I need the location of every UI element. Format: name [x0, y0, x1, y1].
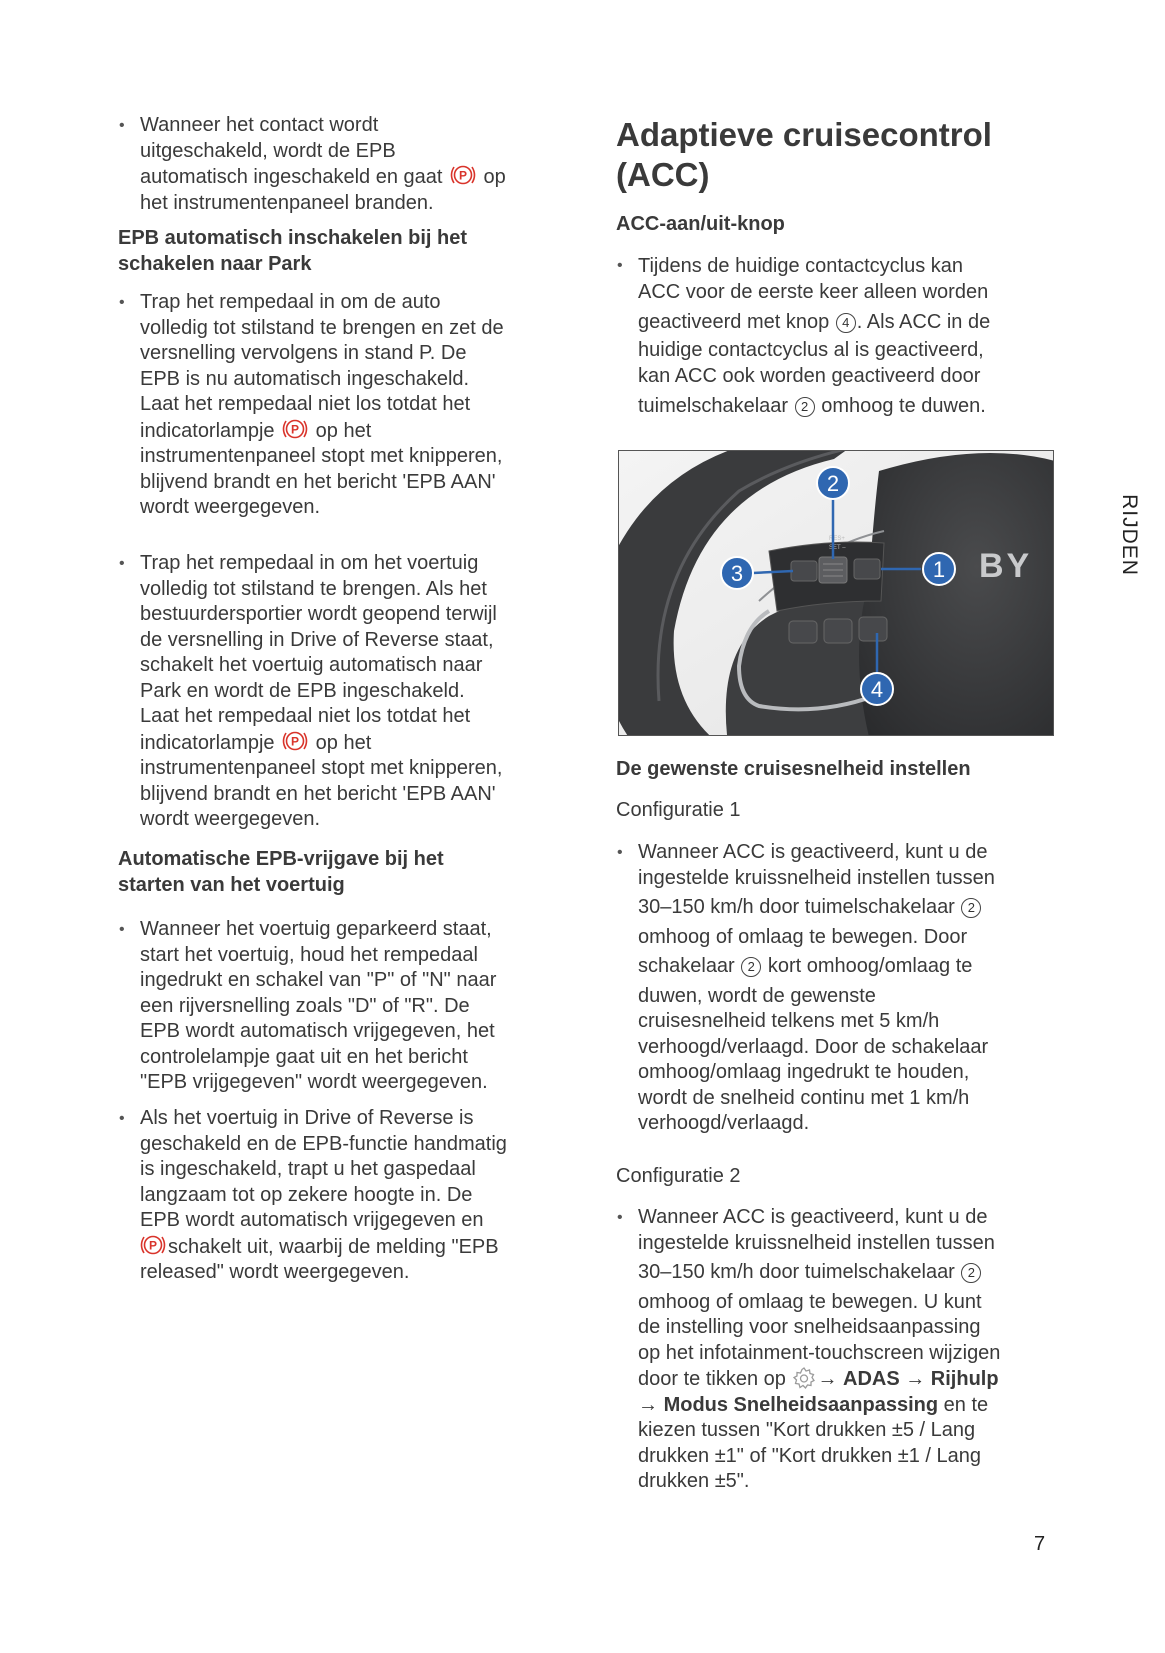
text-span: . Als ACC in de	[856, 311, 991, 333]
arrow-glyph: →	[905, 1368, 926, 1390]
text-line: geschakeld en de EPB-functie handmatig	[140, 1132, 507, 1155]
svg-text:P: P	[458, 168, 467, 183]
section-heading-release	[118, 847, 444, 898]
text-line: langzaam tot op zekere hoogte in. De	[140, 1183, 473, 1206]
text-line	[638, 1393, 1000, 1419]
acc-button-heading: ACC-aan/uit-knop	[616, 213, 785, 235]
section-heading-park	[118, 226, 467, 277]
text-line: omhoog of omlaag te bewegen. Door	[638, 925, 968, 948]
text-line: drukken ±1" of "Kort drukken ±1 / Lang	[638, 1444, 982, 1467]
text-line	[140, 164, 506, 191]
svg-text:P: P	[148, 1238, 158, 1252]
callout-1-label: 1	[932, 557, 946, 582]
text-line: EPB is nu automatisch ingeschakeld.	[140, 367, 470, 390]
text-line: EPB wordt automatisch vrijgegeven en	[140, 1209, 484, 1231]
svg-text:P: P	[291, 422, 300, 436]
text-line	[638, 393, 990, 419]
text-line	[140, 418, 504, 445]
park-bullet-1	[118, 290, 504, 521]
page-title	[616, 115, 992, 195]
config2-bullet	[616, 1205, 1000, 1495]
text-line	[638, 895, 995, 921]
text-line: released" wordt weergegeven.	[140, 1261, 410, 1283]
epb-parking-icon	[280, 730, 310, 752]
callout-3	[721, 557, 753, 589]
steering-wheel-figure	[618, 450, 1054, 736]
text-line: ingestelde kruissnelheid instellen tussen	[638, 866, 995, 889]
text-line: instrumentenpaneel stopt met knipperen,	[140, 757, 503, 779]
text-line: Park en wordt de EPB ingeschakeld.	[140, 679, 465, 702]
text-span: door te tikken op	[638, 1368, 786, 1390]
callout-2	[817, 467, 849, 499]
menu-path-modus: Modus Snelheidsaanpassing	[663, 1393, 939, 1416]
text-span: op het	[315, 731, 372, 754]
text-line: verhoogd/verlaagd.	[638, 1112, 810, 1134]
text-line: schakelt het voertuig automatisch naar	[140, 654, 483, 676]
text-line: duwen, wordt de gewenste	[638, 984, 876, 1007]
config2-label: Configuratie 2	[616, 1165, 741, 1187]
text-line: bestuurdersportier wordt geopend terwijl	[140, 603, 497, 625]
text-span: omhoog te duwen.	[821, 395, 986, 417]
text-line: ingedrukt en schakel van "P" of "N" naar	[140, 969, 497, 991]
brand-badge: BY	[979, 547, 1033, 585]
heading-line: starten van het voertuig	[118, 873, 345, 896]
release-bullet-2	[118, 1106, 507, 1286]
text-line: cruisesnelheid telkens met 5 km/h	[638, 1010, 940, 1032]
page-number: 7	[1034, 1533, 1046, 1555]
chapter-side-tab	[1114, 490, 1144, 580]
steering-wheel-illustration	[619, 451, 1054, 736]
text-line: instrumentenpaneel stopt met knipperen,	[140, 445, 503, 467]
epb-parking-icon	[280, 418, 310, 440]
svg-text:P: P	[291, 734, 300, 748]
text-line	[638, 1260, 1000, 1286]
text-line: versnelling vervolgens in stand P. De	[140, 342, 467, 364]
text-line: wordt de snelheid continu met 1 km/h	[638, 1086, 970, 1109]
arrow-glyph: →	[817, 1368, 838, 1390]
text-span: schakelt uit, waarbij de melding "EPB	[168, 1235, 499, 1258]
text-line	[638, 954, 995, 980]
text-span: op	[483, 166, 506, 188]
text-line: blijvend brandt en het bericht 'EPB AAN'	[140, 470, 496, 493]
intro-bullet	[118, 113, 506, 216]
callout-2-ref: 2	[961, 898, 981, 918]
text-line: het instrumentenpaneel branden.	[140, 191, 434, 214]
text-line: omhoog of omlaag te bewegen. U kunt	[638, 1290, 982, 1313]
text-line: ACC voor de eerste keer alleen worden	[638, 281, 989, 303]
settings-gear-icon	[791, 1366, 817, 1390]
text-span: geactiveerd met knop	[638, 311, 830, 333]
text-line: ingestelde kruissnelheid instellen tussen	[638, 1231, 995, 1254]
text-line: • Trap het rempedaal in om de auto	[140, 291, 441, 313]
text-line: huidige contactcyclus al is geactiveerd,	[638, 339, 984, 361]
config1-bullet	[616, 840, 995, 1137]
text-line: drukken ±5".	[638, 1470, 750, 1492]
epb-parking-icon	[448, 164, 478, 186]
text-line	[638, 1366, 1000, 1393]
callout-3-label: 3	[730, 561, 744, 586]
text-line: volledig tot stilstand te brengen en zet de	[140, 316, 504, 339]
text-line: wordt weergegeven.	[140, 808, 321, 830]
text-line: uitgeschakeld, wordt de EPB	[140, 139, 396, 162]
text-span: 30–150 km/h door tuimelschakelaar	[638, 1261, 955, 1283]
text-line: • Tijdens de huidige contactcyclus kan	[638, 255, 963, 277]
text-line: • Wanneer het contact wordt	[140, 114, 379, 136]
callout-2-ref: 2	[795, 397, 815, 417]
heading-line: EPB automatisch inschakelen bij het	[118, 227, 467, 249]
text-span: tuimelschakelaar	[638, 395, 789, 417]
park-bullet-2	[118, 551, 502, 833]
set-speed-heading: De gewenste cruisesnelheid instellen	[616, 758, 971, 780]
epb-parking-icon	[138, 1234, 168, 1256]
config1-label: Configuratie 1	[616, 799, 741, 821]
title-line: Adaptieve cruisecontrol	[616, 116, 992, 153]
text-line: op het infotainment-touchscreen wijzigen	[638, 1341, 1001, 1364]
text-line	[638, 309, 990, 335]
text-line	[140, 1234, 507, 1261]
text-span: schakelaar	[638, 955, 735, 977]
text-line: verhoogd/verlaagd. Door de schakelaar	[638, 1035, 989, 1058]
text-line: • Wanneer ACC is geactiveerd, kunt u de	[638, 841, 988, 863]
text-span: indicatorlampje	[140, 419, 275, 442]
chapter-side-tab-label: RIJDEN	[1118, 494, 1141, 576]
heading-line: schakelen naar Park	[118, 252, 312, 275]
text-line: "EPB vrijgegeven" wordt weergegeven.	[140, 1071, 488, 1093]
heading-line: Automatische EPB-vrijgave bij het	[118, 848, 444, 870]
menu-path-adas: ADAS	[843, 1368, 900, 1390]
text-line	[140, 730, 502, 757]
text-line: start het voertuig, houd het rempedaal	[140, 943, 478, 966]
text-line: een rijversnelling zoals "D" of "R". De	[140, 994, 470, 1017]
text-line: omhoog/omlaag ingedrukt te houden,	[638, 1061, 970, 1083]
arrow-glyph: →	[638, 1393, 658, 1416]
title-line: (ACC)	[616, 156, 710, 193]
switch-label-res: RES+	[829, 536, 845, 542]
text-line: volledig tot stilstand te brengen. Als het	[140, 577, 487, 600]
text-span: op het	[315, 419, 372, 442]
text-line: EPB wordt automatisch vrijgegeven, het	[140, 1020, 495, 1042]
text-line: • Als het voertuig in Drive of Reverse is	[140, 1107, 474, 1129]
text-line: wordt weergegeven.	[140, 496, 321, 518]
callout-4-label: 4	[870, 677, 884, 702]
callout-2-ref: 2	[961, 1263, 981, 1283]
text-line: • Wanneer het voertuig geparkeerd staat,	[140, 918, 492, 940]
callout-2-label: 2	[826, 471, 840, 496]
callout-1	[923, 553, 955, 585]
text-line: is ingeschakeld, trapt u het gaspedaal	[140, 1158, 476, 1180]
text-line: de versnelling in Drive of Reverse staat,	[140, 628, 494, 651]
text-span: kort omhoog/omlaag te	[767, 955, 973, 977]
text-line: • Trap het rempedaal in om het voertuig	[140, 552, 479, 574]
acc-bullet	[616, 253, 990, 419]
text-line: blijvend brandt en het bericht 'EPB AAN'	[140, 782, 496, 805]
text-line: Laat het rempedaal niet los totdat het	[140, 705, 471, 727]
text-line: • Wanneer ACC is geactiveerd, kunt u de	[638, 1206, 988, 1228]
callout-4	[861, 673, 893, 705]
switch-label-set: SET –	[829, 545, 846, 551]
text-span: en te	[938, 1393, 989, 1416]
text-line: controlelampje gaat uit en het bericht	[140, 1045, 468, 1068]
text-line: Laat het rempedaal niet los totdat het	[140, 393, 471, 415]
menu-path-rijhulp: Rijhulp	[930, 1368, 999, 1390]
text-span: 30–150 km/h door tuimelschakelaar	[638, 896, 955, 918]
text-line: kiezen tussen "Kort drukken ±5 / Lang	[638, 1419, 976, 1441]
text-span: automatisch ingeschakeld en gaat	[140, 166, 443, 188]
release-bullet-1	[118, 917, 496, 1096]
text-line: de instelling voor snelheidsaanpassing	[638, 1316, 981, 1338]
callout-2-ref: 2	[741, 957, 761, 977]
text-line: kan ACC ook worden geactiveerd door	[638, 365, 981, 387]
callout-4-ref: 4	[836, 313, 856, 333]
text-span: indicatorlampje	[140, 731, 275, 754]
